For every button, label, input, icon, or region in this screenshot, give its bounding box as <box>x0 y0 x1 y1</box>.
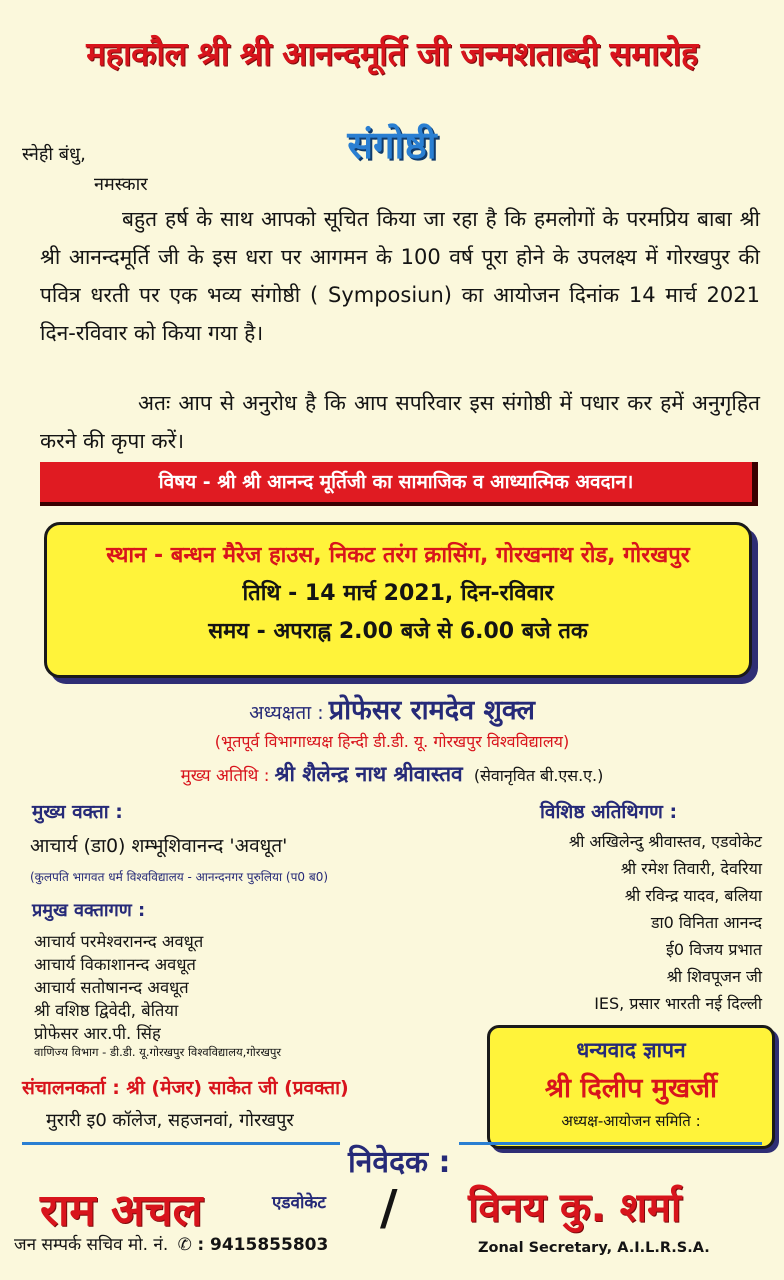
request-paragraph: अतः आप से अनुरोध है कि आप सपरिवार इस संगोष्ठी में पधार कर हमें अनुगृहित करने की कृपा करें। <box>40 391 760 453</box>
list-item: आचार्य विकाशानन्द अवधूत <box>34 955 196 974</box>
list-item: आचार्य परमेश्वरानन्द अवधूत <box>34 932 204 951</box>
list-item: डा0 विनिता आनन्द <box>650 913 762 932</box>
speakers-list <box>34 930 203 1045</box>
thanks-label: धन्यवाद ज्ञापन <box>576 1038 686 1062</box>
signatory-separator: / <box>380 1180 398 1236</box>
speakers-label: प्रमुख वक्तागण : <box>32 900 146 921</box>
chief-guest-label: मुख्य अतिथि : <box>180 766 270 786</box>
nivedak-label: निवेदक : <box>340 1140 459 1181</box>
salutation: स्नेही बंधु, <box>22 144 86 165</box>
anchor-label: संचालनकर्ता : श्री (मेजर) साकेत जी (प्रवक्ता) <box>22 1077 349 1099</box>
venue-box <box>44 522 752 678</box>
chair-line <box>0 690 784 727</box>
venue-time: समय - अपराह्न 2.00 बजे से 6.00 बजे तक <box>208 619 588 644</box>
chief-guest-line <box>0 760 784 788</box>
symposium-subtitle: संगोष्ठी <box>347 123 437 167</box>
venue-place: स्थान - बन्धन मैरेज हाउस, निकट तरंग क्रासिंग, गोरखनाथ रोड, गोरखपुर <box>106 543 690 568</box>
signatory-right-title: Zonal Secretary, A.I.L.R.S.A. <box>478 1240 710 1256</box>
signatory-left-title: एडवोकेट <box>272 1193 326 1213</box>
thanks-role: अध्यक्ष-आयोजन समिति : <box>561 1112 701 1130</box>
chief-guest-name: श्री शैलेन्द्र नाथ श्रीवास्तव <box>274 762 463 786</box>
list-item: श्री अखिलेन्दु श्रीवास्तव, एडवोकेट <box>568 832 762 851</box>
phone-icon: ✆ <box>177 1235 192 1255</box>
list-item: श्री वशिष्ठ द्विवेदी, बेतिया <box>34 1001 179 1020</box>
special-guests-list <box>430 828 762 1017</box>
list-item: श्री शिवपूजन जी <box>666 967 762 986</box>
main-speaker-detail: (कुलपति भागवत धर्म विश्वविद्यालय - आनन्दनगर पुरुलिया (प0 ब0) <box>30 870 329 884</box>
venue-date: तिथि - 14 मार्च 2021, दिन-रविवार <box>242 581 554 606</box>
signatory-left-name: राम अचल <box>40 1185 203 1236</box>
list-item: प्रोफेसर आर.पी. सिंह <box>34 1024 161 1043</box>
special-guests-label: विशिष्ठ अतिथिगण : <box>540 801 678 823</box>
anchor-detail: मुरारी इ0 कॉलेज, सहजनवां, गोरखपुर <box>46 1110 294 1131</box>
phone-number: : 9415855803 <box>197 1235 329 1255</box>
chief-guest-detail: (सेवानृवित बी.एस.ए.) <box>473 766 604 785</box>
list-item: आचार्य सतोषानन्द अवधूत <box>34 978 189 997</box>
main-speaker-label: मुख्य वक्ता : <box>32 801 123 823</box>
namaskar: नमस्कार <box>94 174 148 195</box>
list-item: IES, प्रसार भारती नई दिल्ली <box>594 994 762 1013</box>
speakers-note: वाणिज्य विभाग - डी.डी. यू.गोरखपुर विश्वविद्यालय,गोरखपुर <box>34 1045 282 1059</box>
main-speaker-name: आचार्य (डा0) शम्भूशिवानन्द 'अवधूत' <box>30 835 288 857</box>
invitation-paragraph: बहुत हर्ष के साथ आपको सूचित किया जा रहा है कि हमलोगों के परमप्रिय बाबा श्री श्री आनन्दमूर्ति जी के इस धरा पर आगमन के 100 वर्ष पूरा होने के उपलक्ष्य में गोरखपुर की पवित्र धरती पर एक भव्य संगोष्ठी ( Symposiun) का आयोजन दिनांक 14 मार्च 2021 दिन-रविवार को किया गया है। <box>40 207 760 345</box>
thanks-name: श्री दिलीप मुखर्जी <box>544 1073 718 1104</box>
chair-label: अध्यक्षता : <box>249 702 324 724</box>
list-item: श्री रविन्द्र यादव, बलिया <box>624 886 762 905</box>
topic-banner: विषय - श्री श्री आनन्द मूर्तिजी का सामाजिक व आध्यात्मिक अवदान। <box>40 462 758 506</box>
chair-detail: (भूतपूर्व विभागाध्यक्ष हिन्दी डी.डी. यू. गोरखपुर विश्वविद्यालय) <box>214 732 570 751</box>
contact-label: जन सम्पर्क सचिव मो. नं. <box>14 1235 169 1255</box>
list-item: ई0 विजय प्रभात <box>665 940 762 959</box>
signatory-left-contact <box>14 1232 328 1255</box>
thanks-box <box>487 1025 775 1149</box>
chair-name: प्रोफेसर रामदेव शुक्ल <box>328 695 535 726</box>
list-item: श्री रमेश तिवारी, देवरिया <box>620 859 762 878</box>
event-title: महाकौल श्री श्री आनन्दमूर्ति जी जन्मशताब्दी समारोह <box>86 34 698 73</box>
signatory-right-name: विनय कु. शर्मा <box>468 1185 682 1231</box>
